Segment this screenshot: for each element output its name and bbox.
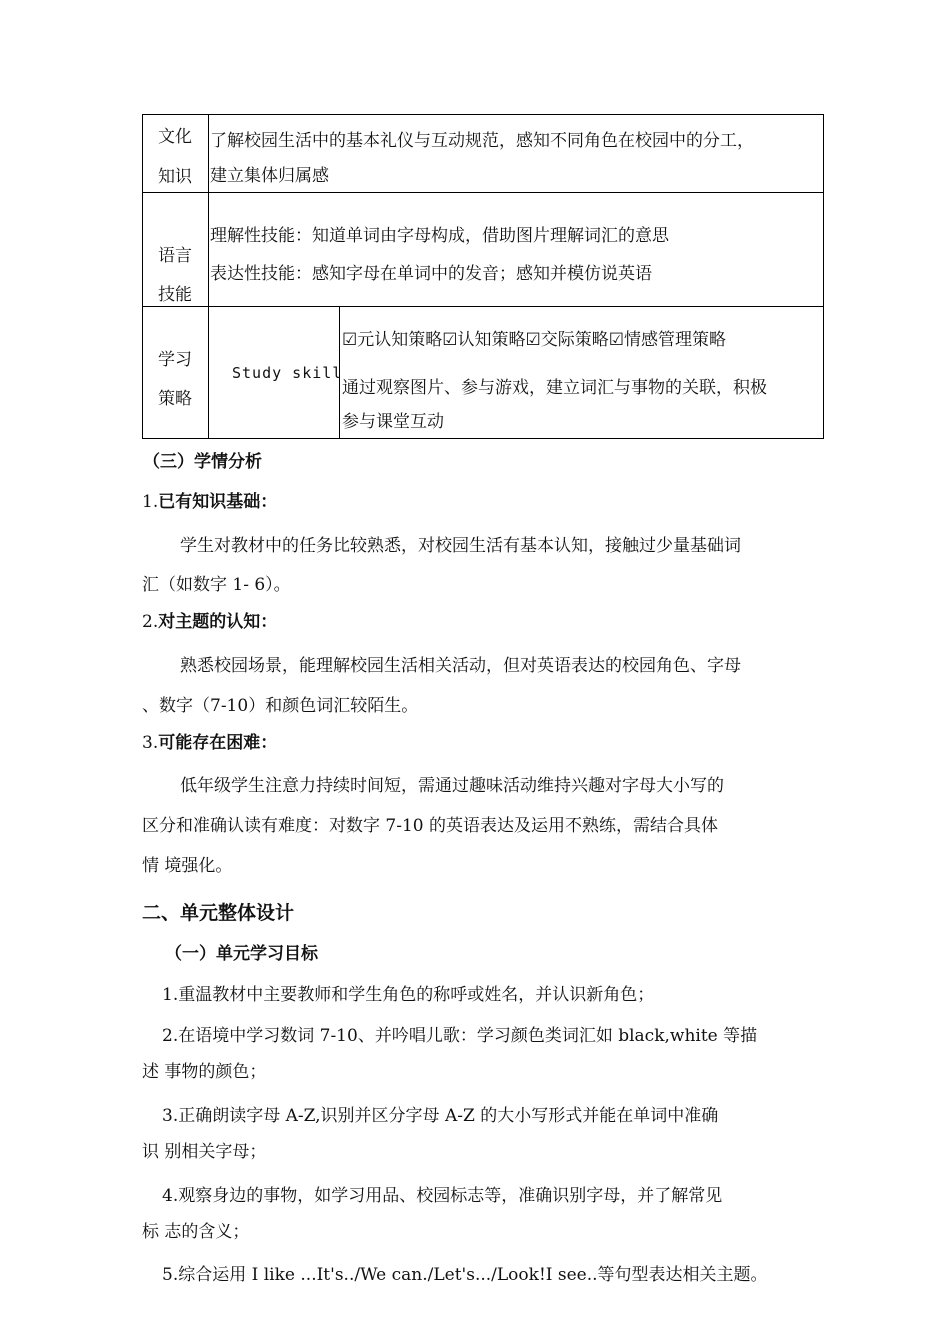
goal-line: 2.在语境中学习数词 7-10、并吟唱儿歌：学习颜色类词汇如 black,white 等描 (162, 1026, 758, 1046)
goal-line: 3.正确朗读字母 A-Z,识别并区分字母 A-Z 的大小写形式并能在单词中准确 (162, 1106, 719, 1126)
item-heading: 已有知识基础： (158, 492, 278, 512)
list-item-heading (142, 492, 277, 512)
item-number: 3. (142, 733, 159, 753)
part-title: 二、单元整体设计 (142, 902, 295, 924)
paragraph-line: 情 境强化。 (142, 856, 233, 876)
table-border-top (142, 114, 824, 115)
table-border-bottom (142, 438, 824, 439)
subsection-title: （一）单元学习目标 (165, 944, 318, 964)
section-title: （三）学情分析 (143, 452, 262, 472)
table-cell-text: 表达性技能：感知字母在单词中的发音；感知并模仿说英语 (210, 264, 652, 284)
item-number: 1. (142, 492, 159, 512)
goal-line: 述 事物的颜色； (142, 1062, 267, 1082)
table-row-label: 语言 (158, 246, 192, 266)
table-row-divider (142, 306, 824, 307)
goal-line: 5.综合运用 I like ...It's../We can./Let's.../Look!I see..等句型表达相关主题。 (162, 1265, 768, 1285)
table-cell-text: 建立集体归属感 (210, 166, 329, 186)
paragraph-line: 、数字（7-10）和颜色词汇较陌生。 (142, 696, 419, 716)
table-row-divider (142, 192, 824, 193)
table-cell-text: 通过观察图片、参与游戏，建立词汇与事物的关联，积极 (342, 378, 767, 398)
paragraph-line: 区分和准确认读有难度：对数字 7-10 的英语表达及运用不熟练，需结合具体 (142, 816, 718, 836)
table-cell-text: 参与课堂互动 (342, 412, 444, 432)
item-heading: 对主题的认知： (158, 612, 278, 632)
goal-line: 识 别相关字母； (142, 1142, 267, 1162)
strategy-checkboxes: ☑元认知策略☑认知策略☑交际策略☑情感管理策略 (342, 330, 726, 350)
goal-line: 标 志的含义； (142, 1222, 250, 1242)
item-number: 2. (142, 612, 159, 632)
table-column-divider (208, 114, 209, 439)
list-item-heading (142, 733, 277, 753)
table-border-right (823, 114, 824, 439)
item-heading: 可能存在困难： (158, 733, 278, 753)
table-cell-text: 理解性技能：知道单词由字母构成，借助图片理解词汇的意思 (210, 226, 669, 246)
table-row-label: 知识 (158, 167, 192, 187)
paragraph-line: 学生对教材中的任务比较熟悉，对校园生活有基本认知，接触过少量基础词 (180, 536, 741, 556)
table-row-label: 技能 (158, 285, 192, 305)
table-row-label: 策略 (158, 389, 192, 409)
paragraph-line: 熟悉校园场景，能理解校园生活相关活动，但对英语表达的校园角色、字母 (180, 656, 741, 676)
table-border-left (142, 114, 143, 439)
table-row-label: 文化 (158, 127, 192, 147)
list-item-heading (142, 612, 277, 632)
goal-line: 1.重温教材中主要教师和学生角色的称呼或姓名，并认识新角色； (162, 985, 655, 1005)
table-sublabel: Study skill (232, 364, 343, 382)
paragraph-line: 汇（如数字 1- 6）。 (142, 575, 291, 595)
goal-line: 4.观察身边的事物，如学习用品、校园标志等，准确识别字母，并了解常见 (162, 1186, 723, 1206)
table-cell-text: 了解校园生活中的基本礼仪与互动规范，感知不同角色在校园中的分工， (210, 131, 754, 151)
paragraph-line: 低年级学生注意力持续时间短，需通过趣味活动维持兴趣对字母大小写的 (180, 776, 724, 796)
table-row-label: 学习 (158, 350, 192, 370)
